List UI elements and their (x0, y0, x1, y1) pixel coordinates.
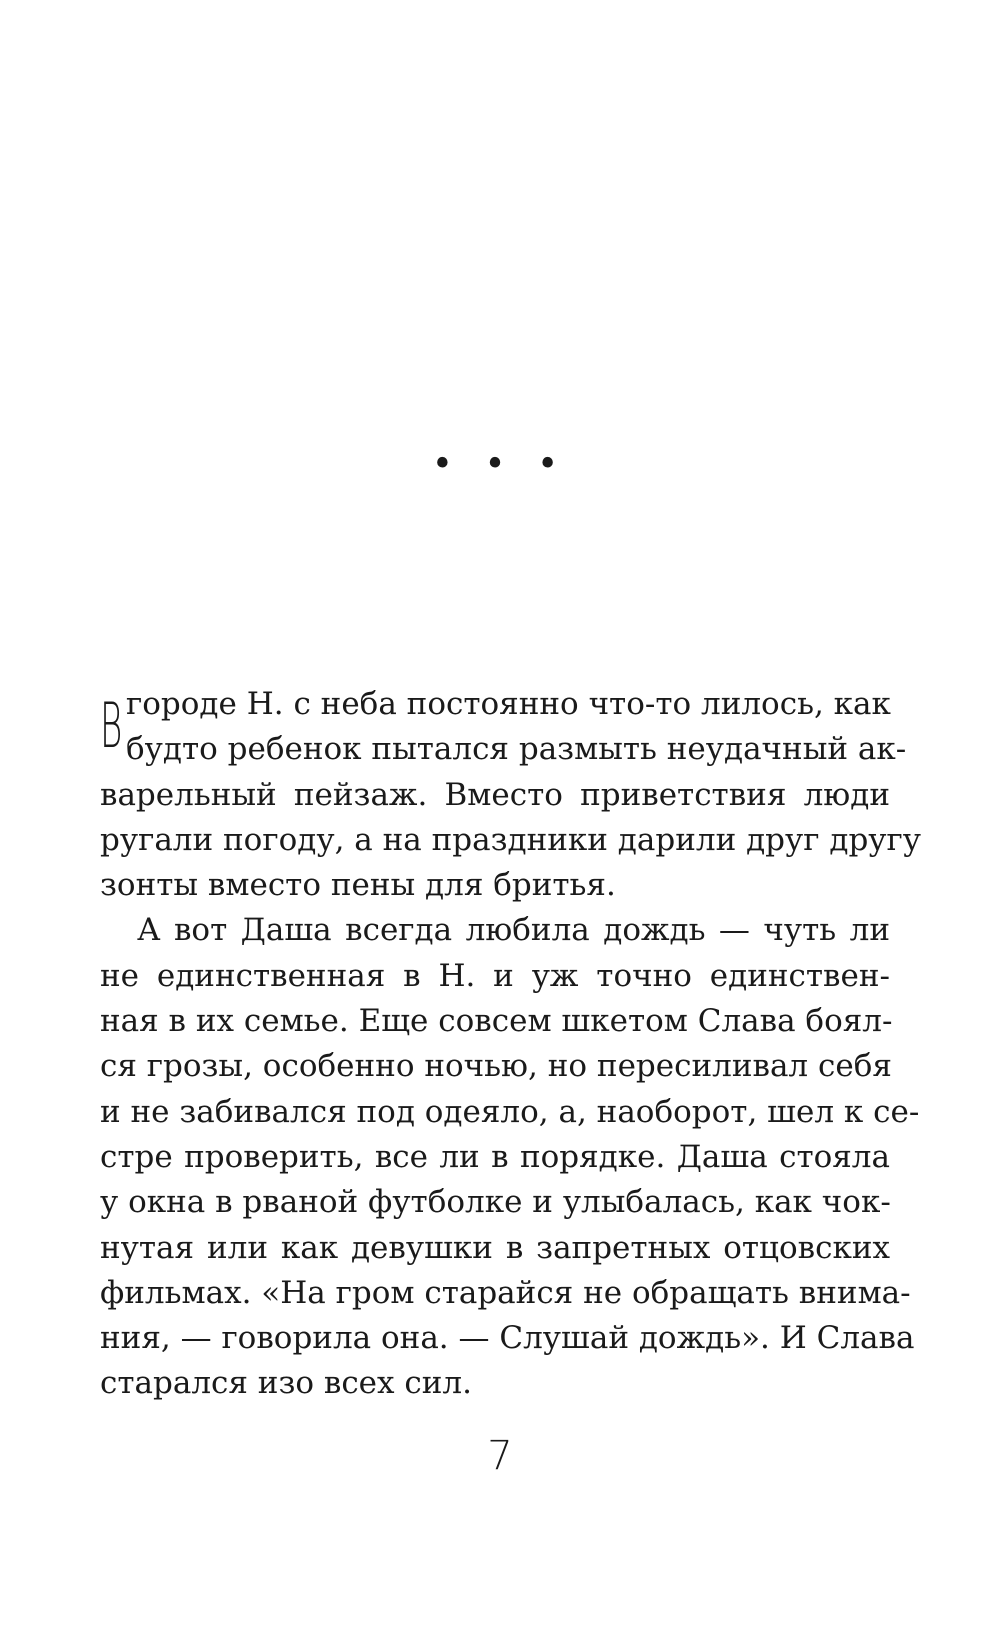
drop-cap: В (100, 689, 123, 762)
text-line-16: старался изо всех сил. (100, 1365, 472, 1402)
text-line-9: ся грозы, особенно ночью, но пересиливал себя (100, 1048, 892, 1085)
text-line-13: нутая или как девушки в запретных отцовских (100, 1229, 890, 1266)
text-line-3: варельный пейзаж. Вместо приветствия люди (100, 776, 890, 813)
page-number: 7 (487, 1433, 513, 1479)
text-line-4: ругали погоду, а на праздники дарили друг другу (100, 821, 922, 858)
text-line-8: ная в их семье. Еще совсем шкетом Слава боял- (100, 1003, 893, 1040)
text-line-11: стре проверить, все ли в порядке. Даша стояла (100, 1138, 890, 1175)
body-text (100, 682, 922, 1407)
text-line-7: не единственная в Н. и уж точно единствен- (100, 957, 890, 994)
text-line-1: городе Н. с неба постоянно что-то лилось, как (126, 686, 891, 722)
section-separator: • • • (431, 444, 569, 485)
text-line-15: ния, — говорила она. — Слушай дождь». И Слава (100, 1320, 915, 1357)
text-line-10: и не забивался под одеяло, а, наоборот, шел к се- (100, 1093, 920, 1130)
text-line-12: у окна в рваной футболке и улыбалась, как чок- (100, 1184, 891, 1221)
text-line-14: фильмах. «На гром старайся не обращать внима- (100, 1274, 911, 1311)
text-line-5: зонты вместо пены для бритья. (100, 867, 616, 904)
text-line-2: будто ребенок пытался размыть неудачный ак- (126, 731, 907, 768)
text-line-6: А вот Даша всегда любила дождь — чуть ли (137, 912, 890, 949)
